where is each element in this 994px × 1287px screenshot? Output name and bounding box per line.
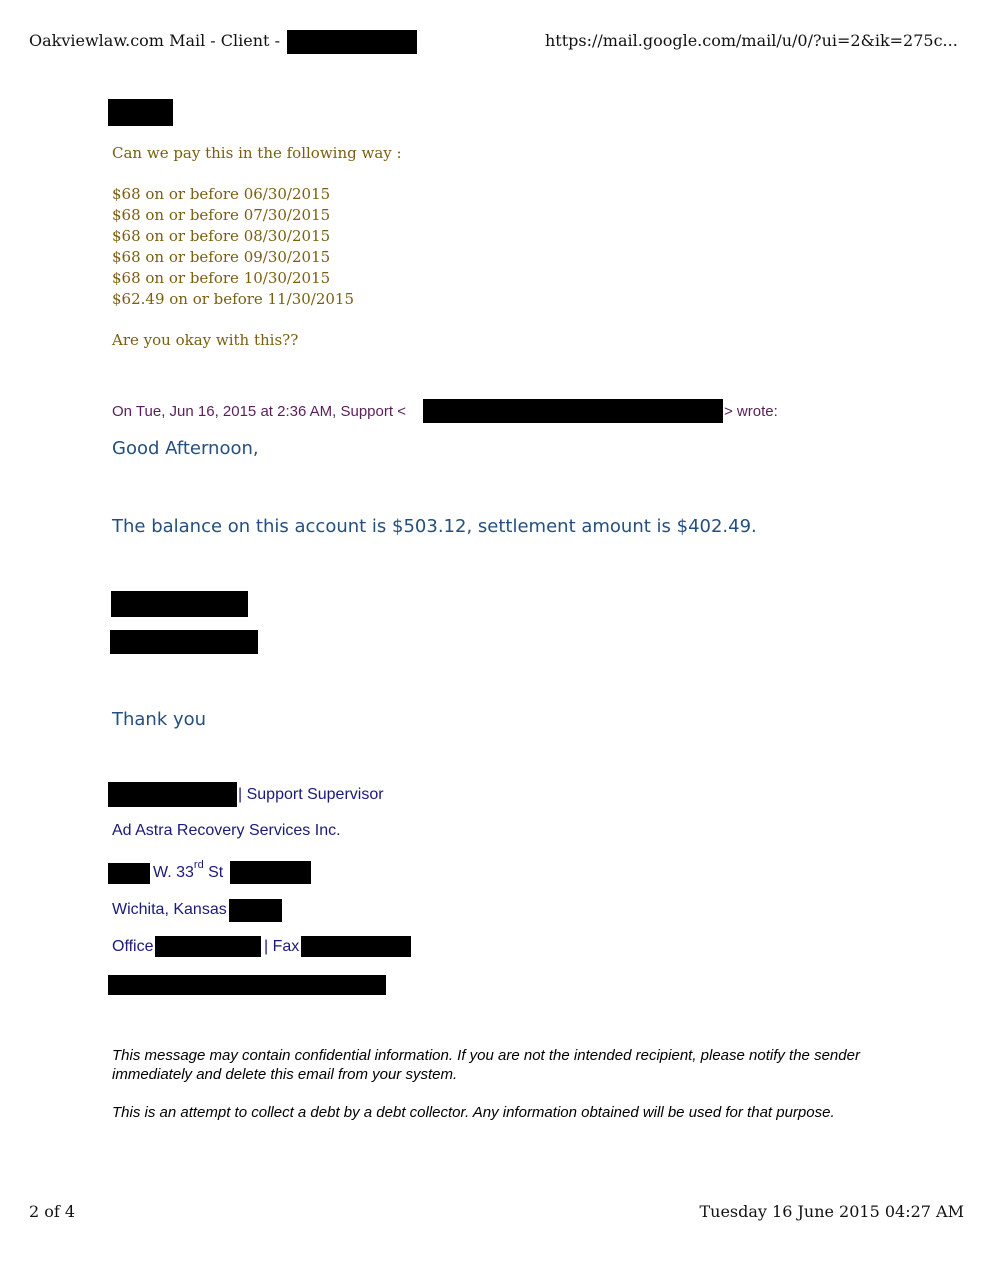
payment-line: $68 on or before 07/30/2015 (112, 206, 331, 224)
page-number: 2 of 4 (29, 1202, 76, 1221)
payment-schedule (112, 184, 354, 310)
redacted-line-1 (111, 591, 248, 617)
payment-line: $68 on or before 10/30/2015 (112, 269, 331, 287)
disclaimer-debt-notice: This is an attempt to collect a debt by a debt collector. Any information obtained will be used for that purpose. (112, 1104, 835, 1121)
payment-line: $62.49 on or before 11/30/2015 (112, 290, 355, 308)
redacted-signer-name (108, 782, 237, 807)
signature-office-label: Office (112, 938, 154, 955)
signature-fax-label: | Fax (264, 938, 300, 955)
redacted-signer-email (108, 975, 386, 995)
redacted-client-name (287, 30, 417, 54)
redacted-greeting (108, 99, 173, 126)
redacted-line-2 (110, 630, 258, 654)
signature-company: Ad Astra Recovery Services Inc. (112, 822, 341, 839)
disclaimer-confidential: This message may contain confidential information. If you are not the intended recipient, please notify the sender immediately and delete this email from your system. (112, 1047, 860, 1083)
payment-line: $68 on or before 08/30/2015 (112, 227, 331, 245)
redacted-sender-email (423, 399, 723, 423)
street-suffix: St (203, 864, 224, 881)
street-ordinal: rd (193, 859, 204, 871)
redacted-zip (229, 899, 282, 922)
quoted-greeting: Good Afternoon, (112, 438, 259, 459)
redacted-street-number (108, 863, 150, 884)
quoted-thanks: Thank you (112, 709, 207, 730)
quoted-balance-text: The balance on this account is $503.12, settlement amount is $402.49. (112, 516, 757, 537)
signature-city-state: Wichita, Kansas (112, 901, 227, 918)
payment-line: $68 on or before 06/30/2015 (112, 185, 331, 203)
signature-street (153, 859, 224, 882)
page-header-url: https://mail.google.com/mail/u/0/?ui=2&ik=275c... (545, 31, 958, 50)
print-timestamp: Tuesday 16 June 2015 04:27 AM (699, 1202, 964, 1221)
street-name: W. 33 (153, 864, 194, 881)
redacted-office-phone (155, 936, 261, 957)
reply-question: Are you okay with this?? (112, 331, 299, 349)
quote-attribution-prefix: On Tue, Jun 16, 2015 at 2:36 AM, Support < (112, 403, 406, 420)
payment-line: $68 on or before 09/30/2015 (112, 248, 331, 266)
reply-intro: Can we pay this in the following way : (112, 144, 402, 162)
redacted-suite (230, 861, 311, 884)
page-header-title: Oakviewlaw.com Mail - Client - (29, 31, 280, 50)
signature-role: | Support Supervisor (238, 786, 384, 803)
quote-attribution-suffix: > wrote: (724, 403, 778, 420)
redacted-fax-number (301, 936, 411, 957)
